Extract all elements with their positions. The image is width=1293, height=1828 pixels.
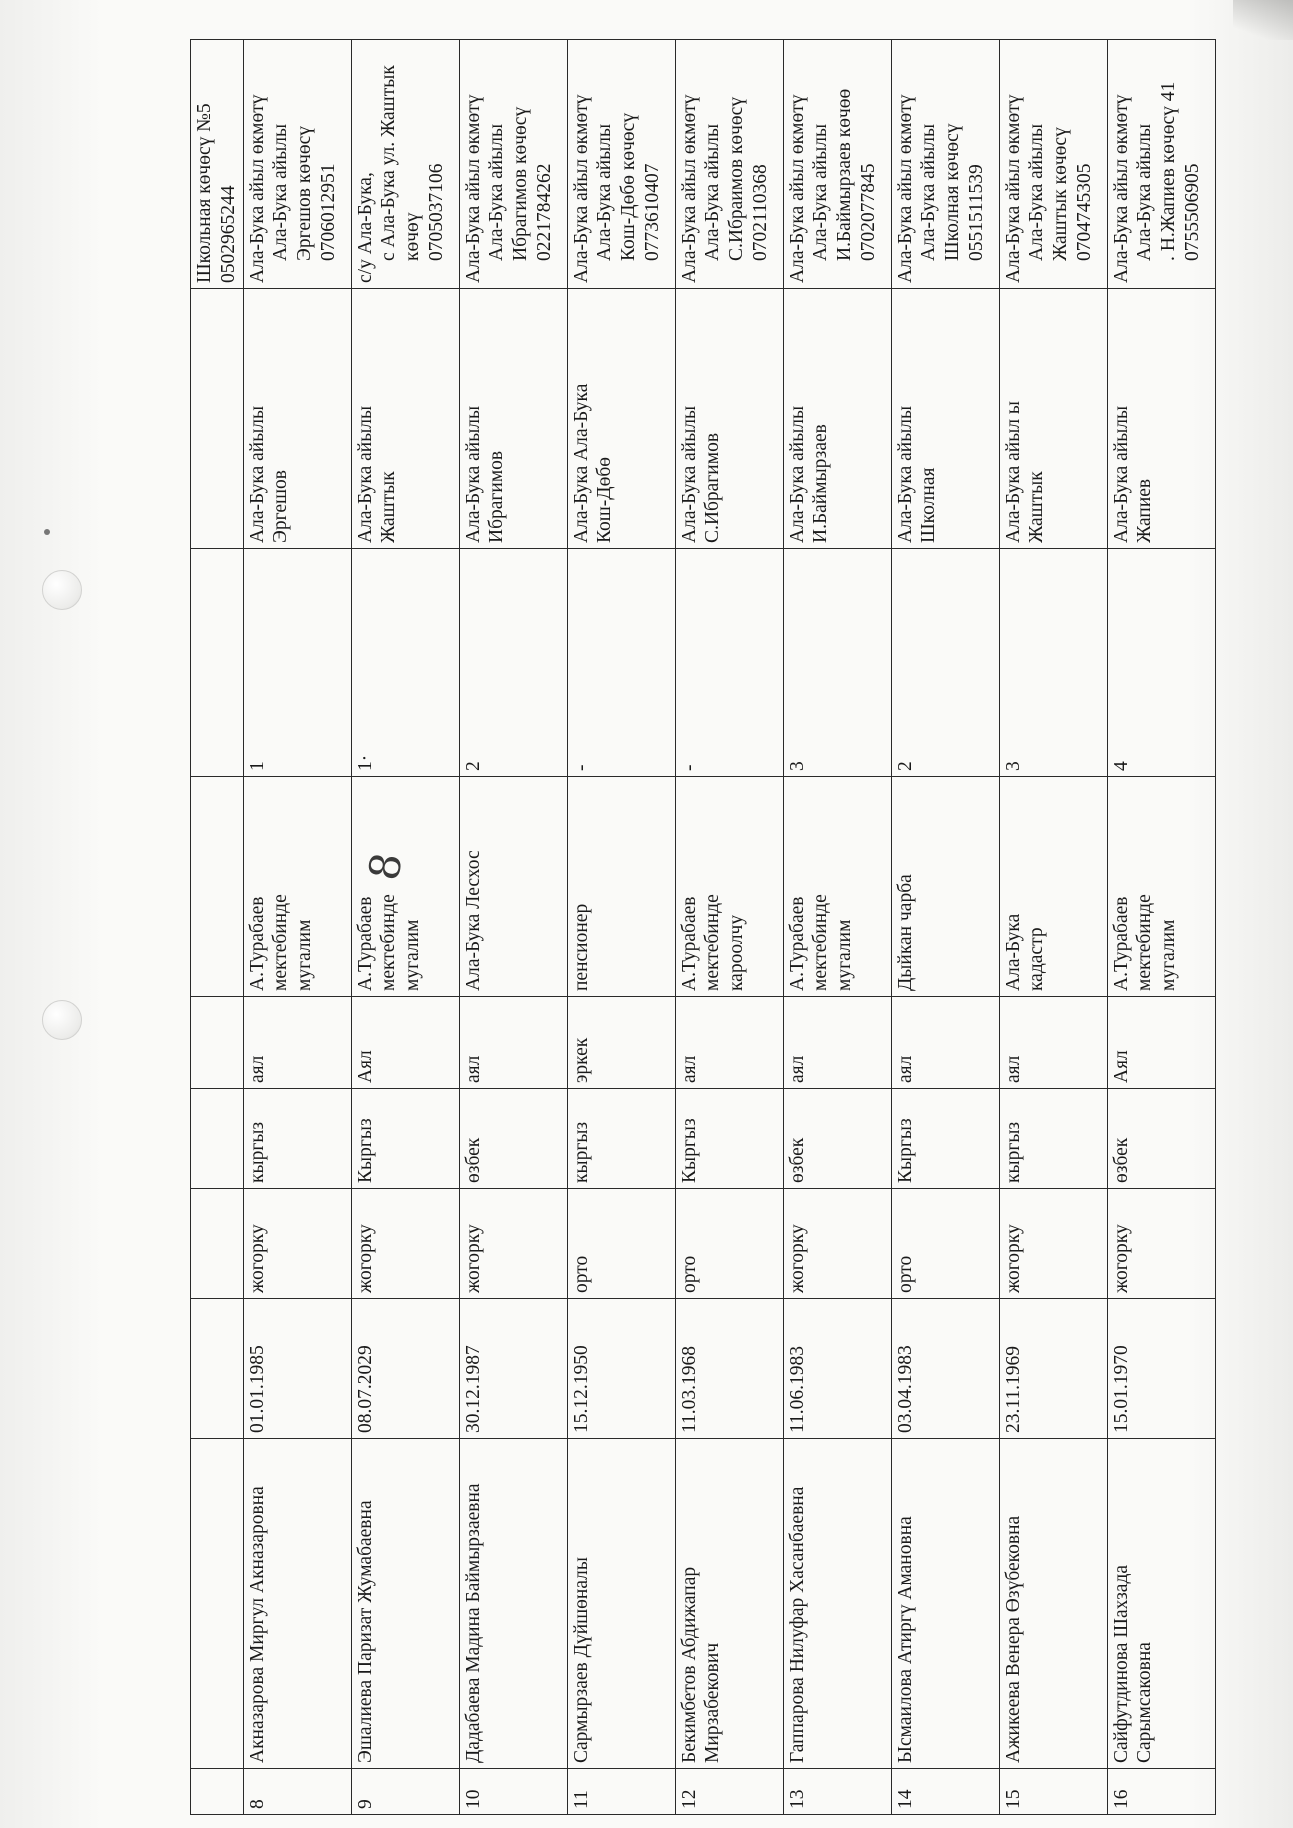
gender-cell	[783, 997, 891, 1089]
family-count-cell	[675, 549, 783, 777]
education: жогорку	[786, 1224, 808, 1293]
workplace: мугалим	[402, 919, 424, 991]
address-cell	[1107, 40, 1215, 289]
place: Эргешов	[270, 470, 292, 543]
address: Жаштык көчөсү	[1050, 127, 1072, 261]
rotated-table-container	[190, 40, 1203, 1815]
address: Ала-Бука айылы	[702, 123, 724, 261]
education-cell	[783, 1189, 891, 1299]
birth-date: 15.01.1970	[1110, 1345, 1132, 1433]
row-number-cell	[999, 1769, 1107, 1815]
address: Ала-Бука айылы	[270, 123, 292, 261]
place: Жаштык	[1026, 471, 1048, 543]
education: жогорку	[354, 1224, 376, 1293]
address: Ала-Бука айыл өкмөтү	[570, 94, 592, 283]
workplace: мектебинде	[1134, 894, 1156, 991]
education-cell	[567, 1189, 675, 1299]
address: И.Баймырзаев көчөө	[834, 88, 856, 261]
workplace: Дыйкан чарба	[894, 874, 916, 991]
workplace: мугалим	[1158, 919, 1180, 991]
family-count-cell	[567, 549, 675, 777]
family-count: 3	[786, 761, 808, 771]
family-count: 3	[1002, 761, 1024, 771]
family-count: 2	[462, 761, 484, 771]
nationality-cell	[567, 1089, 675, 1189]
birth-date-cell	[891, 1299, 999, 1439]
workplace-cell	[891, 777, 999, 997]
gender-cell	[891, 997, 999, 1089]
education-cell	[243, 1189, 351, 1299]
birth-date: 15.12.1950	[570, 1345, 592, 1433]
workplace-cell	[351, 777, 459, 997]
education-cell	[351, 1189, 459, 1299]
header-empty-cell	[191, 1189, 244, 1299]
family-count-cell	[891, 549, 999, 777]
place-cell	[459, 289, 567, 549]
address-cell	[783, 40, 891, 289]
address: с Ала-Бука ул. Жаштык	[378, 65, 400, 261]
gender-cell	[1107, 997, 1215, 1089]
header-empty-cell	[191, 777, 244, 997]
header-empty-cell	[191, 549, 244, 777]
table-row	[567, 40, 675, 1815]
address: Ала-Бука айыл өкмөтү	[894, 94, 916, 283]
place-cell	[567, 289, 675, 549]
address: Ала-Бука айылы	[918, 123, 940, 261]
address: 0702110368	[749, 164, 771, 261]
full-name-cell	[783, 1439, 891, 1769]
address: Ала-Бука айыл өкмөтү	[246, 94, 268, 283]
gender: аял	[462, 1055, 484, 1083]
full-name: Ысмаилова Атиргү Амановна	[894, 1516, 916, 1763]
header-address-text: Школьная көчөсү №5	[194, 103, 215, 283]
workplace: пенсионер	[570, 903, 592, 991]
row-number: 9	[354, 1799, 376, 1809]
family-count: -	[570, 764, 592, 771]
full-name-cell	[999, 1439, 1107, 1769]
address-cell	[999, 40, 1107, 289]
education-cell	[459, 1189, 567, 1299]
place: Школная	[918, 467, 940, 543]
address: 0706012951	[317, 163, 339, 261]
family-count-cell	[999, 549, 1107, 777]
nationality-cell	[675, 1089, 783, 1189]
residents-table	[190, 39, 1216, 1815]
gender: эркек	[570, 1037, 592, 1083]
nationality: өзбек	[786, 1137, 808, 1183]
gender-cell	[243, 997, 351, 1089]
table-row	[243, 40, 351, 1815]
full-name-cell	[459, 1439, 567, 1769]
place: Ала-Бука айылы	[462, 405, 484, 543]
gender-cell	[567, 997, 675, 1089]
header-empty-cell	[191, 289, 244, 549]
row-number: 12	[678, 1789, 700, 1809]
place: Ала-Бука айылы	[894, 405, 916, 543]
workplace: мугалим	[834, 919, 856, 991]
education-cell	[999, 1189, 1107, 1299]
address-cell	[891, 40, 999, 289]
full-name: Мирзабекович	[702, 1642, 724, 1763]
gender-cell	[675, 997, 783, 1089]
full-name-cell	[675, 1439, 783, 1769]
row-number-cell	[243, 1769, 351, 1815]
family-count-cell	[1107, 549, 1215, 777]
birth-date: 08.07.2029	[354, 1345, 376, 1433]
birth-date-cell	[675, 1299, 783, 1439]
place-cell	[675, 289, 783, 549]
place: Ала-Бука айылы	[246, 405, 268, 543]
address: 0773610407	[641, 163, 663, 261]
place: Ала-Бука айылы	[354, 405, 376, 543]
workplace-cell	[459, 777, 567, 997]
full-name-cell	[567, 1439, 675, 1769]
address-cell	[243, 40, 351, 289]
header-address-cell	[191, 40, 244, 289]
nationality: өзбек	[1110, 1137, 1132, 1183]
address: С.Ибраимов көчөсү	[726, 96, 748, 261]
table-row	[999, 40, 1107, 1815]
address: Ала-Бука айылы	[1134, 123, 1156, 261]
family-count-cell	[351, 549, 459, 777]
header-empty-cell	[191, 1439, 244, 1769]
nationality-cell	[999, 1089, 1107, 1189]
punch-hole-lower	[42, 1000, 82, 1040]
workplace: мектебинде	[378, 894, 400, 991]
place: Ибрагимов	[486, 450, 508, 543]
workplace: мугалим	[294, 919, 316, 991]
workplace: А.Турабаев	[354, 896, 376, 991]
family-count-cell	[783, 549, 891, 777]
address: 0551511539	[965, 164, 987, 261]
birth-date: 01.01.1985	[246, 1345, 268, 1433]
family-count: 1	[246, 761, 268, 771]
birth-date-cell	[567, 1299, 675, 1439]
birth-date: 23.11.1969	[1002, 1345, 1024, 1433]
education-cell	[891, 1189, 999, 1299]
place: Жапиев	[1134, 478, 1156, 543]
row-number-cell	[675, 1769, 783, 1815]
birth-date-cell	[783, 1299, 891, 1439]
place-cell	[891, 289, 999, 549]
full-name: Акназарова Миргул Акназаровна	[246, 1486, 268, 1763]
place: Ала-Бука айыл ы	[1002, 400, 1024, 543]
address: 0221784262	[533, 163, 555, 261]
row-number: 15	[1002, 1789, 1024, 1809]
address: 0702077845	[857, 163, 879, 261]
nationality: Кыргыз	[894, 1118, 916, 1183]
row-number: 11	[570, 1790, 592, 1809]
row-number: 10	[462, 1789, 484, 1809]
table-row	[1107, 40, 1215, 1815]
nationality: Кыргыз	[678, 1118, 700, 1183]
handwritten-page-number: 8	[358, 849, 412, 884]
address: Ала-Бука айыл өкмөтү	[678, 94, 700, 283]
workplace-cell	[783, 777, 891, 997]
address: 0704745305	[1073, 163, 1095, 261]
address: Ала-Бука айыл өкмөтү	[462, 94, 484, 283]
nationality: кыргыз	[1002, 1121, 1024, 1183]
education-cell	[1107, 1189, 1215, 1299]
row-number: 16	[1110, 1789, 1132, 1809]
family-count: -	[678, 764, 700, 771]
workplace-cell	[675, 777, 783, 997]
address: Ибрагимов көчөсү	[510, 106, 532, 261]
page-corner-shadow	[1233, 0, 1293, 40]
workplace: мектебинде	[702, 894, 724, 991]
gender: Аял	[1110, 1050, 1132, 1083]
place: С.Ибрагимов	[702, 432, 724, 543]
birth-date: 11.03.1968	[678, 1345, 700, 1433]
gender: аял	[894, 1055, 916, 1083]
row-number-cell	[1107, 1769, 1215, 1815]
address: Ала-Бука айылы	[594, 123, 616, 261]
header-empty-cell	[191, 1769, 244, 1815]
nationality-cell	[1107, 1089, 1215, 1189]
address: Кош-Дөбө көчөсү	[618, 112, 640, 261]
gender: аял	[1002, 1055, 1024, 1083]
punch-hole-upper	[42, 570, 82, 610]
nationality-cell	[243, 1089, 351, 1189]
workplace-cell	[567, 777, 675, 997]
table-row	[891, 40, 999, 1815]
address: Ала-Бука айылы	[810, 123, 832, 261]
nationality-cell	[459, 1089, 567, 1189]
full-name: Бекимбетов Абдижапар	[678, 1566, 700, 1763]
workplace: Ала-Бука Лесхос	[462, 850, 484, 991]
header-empty-cell	[191, 1089, 244, 1189]
table-row	[351, 40, 459, 1815]
place-cell	[1107, 289, 1215, 549]
row-number-cell	[459, 1769, 567, 1815]
full-name-cell	[1107, 1439, 1215, 1769]
birth-date: 11.06.1983	[786, 1345, 808, 1433]
workplace: кароолчу	[726, 914, 748, 991]
gender: Аял	[354, 1050, 376, 1083]
education: жогорку	[246, 1224, 268, 1293]
birth-date-cell	[1107, 1299, 1215, 1439]
address: 0755506905	[1181, 163, 1203, 261]
header-empty-cell	[191, 1299, 244, 1439]
address: Ала-Бука айыл өкмөтү	[786, 94, 808, 283]
address: с/у Ала-Бука,	[354, 172, 376, 283]
workplace-cell	[1107, 777, 1215, 997]
row-number: 8	[246, 1799, 268, 1809]
place-cell	[783, 289, 891, 549]
table-row	[675, 40, 783, 1815]
address: Ала-Бука айылы	[486, 123, 508, 261]
workplace: кадастр	[1026, 927, 1048, 991]
nationality: кыргыз	[246, 1121, 268, 1183]
nationality: кыргыз	[570, 1121, 592, 1183]
row-number: 13	[786, 1789, 808, 1809]
education-cell	[675, 1189, 783, 1299]
address-cell	[459, 40, 567, 289]
workplace: мектебинде	[270, 894, 292, 991]
address: 0705037106	[425, 163, 447, 261]
row-number-cell	[783, 1769, 891, 1815]
table-row	[459, 40, 567, 1815]
family-count-cell	[459, 549, 567, 777]
address: көчөү	[402, 212, 424, 261]
family-count-cell	[243, 549, 351, 777]
gender: аял	[786, 1055, 808, 1083]
address: Эргешов көчөсү	[294, 125, 316, 261]
address-cell	[567, 40, 675, 289]
education: орто	[570, 1255, 592, 1293]
row-number-cell	[351, 1769, 459, 1815]
family-count: 2	[894, 761, 916, 771]
workplace-cell	[243, 777, 351, 997]
gender-cell	[459, 997, 567, 1089]
header-phone-text: 0502965244	[217, 185, 239, 283]
education: жогорку	[1110, 1224, 1132, 1293]
birth-date-cell	[999, 1299, 1107, 1439]
education: жогорку	[462, 1224, 484, 1293]
place-cell	[243, 289, 351, 549]
family-count: 4	[1110, 761, 1132, 771]
gender-cell	[999, 997, 1107, 1089]
family-count: 1·	[354, 754, 376, 771]
birth-date-cell	[243, 1299, 351, 1439]
address: Школная көчөсү	[942, 123, 964, 261]
address: . Н.Жапиев көчөсү 41	[1158, 81, 1180, 261]
gender: аял	[246, 1055, 268, 1083]
gender: аял	[678, 1055, 700, 1083]
table-row	[783, 40, 891, 1815]
nationality-cell	[783, 1089, 891, 1189]
row-number: 14	[894, 1789, 916, 1809]
full-name: Гаппарова Нилуфар Хасанбаевна	[786, 1486, 808, 1763]
address: Ала-Бука айылы	[1026, 123, 1048, 261]
full-name: Ажикеева Венера Өзүбековна	[1002, 1515, 1024, 1763]
education: орто	[894, 1255, 916, 1293]
nationality-cell	[351, 1089, 459, 1189]
full-name: Дадабаева Мадина Баймырзаевна	[462, 1483, 484, 1763]
birth-date: 03.04.1983	[894, 1345, 916, 1433]
workplace: А.Турабаев	[246, 896, 268, 991]
nationality: өзбек	[462, 1137, 484, 1183]
ink-dot	[44, 529, 50, 535]
place: И.Баймырзаев	[810, 424, 832, 543]
full-name: Сарымсаковна	[1134, 1642, 1156, 1763]
row-number-cell	[567, 1769, 675, 1815]
full-name-cell	[351, 1439, 459, 1769]
place: Жаштык	[378, 471, 400, 543]
workplace: А.Турабаев	[786, 896, 808, 991]
birth-date: 30.12.1987	[462, 1345, 484, 1433]
education: орто	[678, 1255, 700, 1293]
address-cell	[675, 40, 783, 289]
workplace: мектебинде	[810, 894, 832, 991]
place: Кош-Дөбө	[594, 456, 616, 543]
address: Ала-Бука айыл өкмөтү	[1002, 94, 1024, 283]
place-cell	[999, 289, 1107, 549]
birth-date-cell	[459, 1299, 567, 1439]
row-number-cell	[891, 1769, 999, 1815]
nationality-cell	[891, 1089, 999, 1189]
place: Ала-Бука Ала-Бука	[570, 383, 592, 543]
place: Ала-Бука айылы	[786, 405, 808, 543]
address-cell	[351, 40, 459, 289]
header-empty-cell	[191, 997, 244, 1089]
full-name: Сайфутдинова Шахзада	[1110, 1564, 1132, 1763]
workplace: А.Турабаев	[678, 896, 700, 991]
address: Ала-Бука айыл өкмөтү	[1110, 94, 1132, 283]
full-name: Эшалиева Паризат Жумабаевна	[354, 1500, 376, 1763]
place: Ала-Бука айылы	[678, 405, 700, 543]
nationality: Кыргыз	[354, 1118, 376, 1183]
full-name: Сармырзаев Дүйшөналы	[570, 1557, 592, 1763]
place: Ала-Бука айылы	[1110, 405, 1132, 543]
education: жогорку	[1002, 1224, 1024, 1293]
table-header-row	[191, 40, 244, 1815]
gender-cell	[351, 997, 459, 1089]
workplace-cell	[999, 777, 1107, 997]
birth-date-cell	[351, 1299, 459, 1439]
place-cell	[351, 289, 459, 549]
workplace: А.Турабаев	[1110, 896, 1132, 991]
full-name-cell	[243, 1439, 351, 1769]
workplace: Ала-Бука	[1002, 913, 1024, 991]
full-name-cell	[891, 1439, 999, 1769]
